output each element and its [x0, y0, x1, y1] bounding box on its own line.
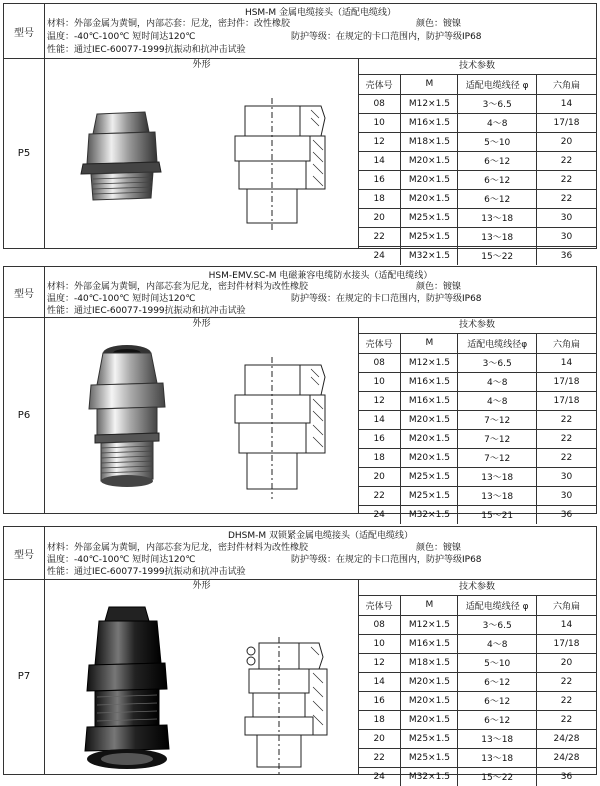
table-cell: M20×1.5 [401, 170, 458, 189]
table-cell: 17/18 [536, 113, 596, 132]
table-cell: M12×1.5 [401, 94, 458, 113]
table-cell: 22 [536, 672, 596, 691]
table-cell: 6～12 [458, 672, 537, 691]
table-cell: M25×1.5 [401, 729, 458, 748]
product-block-p6 [3, 266, 597, 522]
product-header [4, 527, 596, 580]
protection-text: 防护等级：在规定的卡口范围内，防护等级IP68 [291, 294, 482, 304]
tech-params [358, 58, 596, 263]
tech-params [358, 317, 596, 522]
table-cell: 4～8 [458, 634, 537, 653]
col-cable-diameter: 适配电缆线径 φ [458, 75, 537, 94]
product-body [4, 58, 596, 263]
col-thread: M [401, 596, 458, 615]
material-text: 材料：外部金属为黄铜，内部芯套为尼龙，密封件材料为改性橡胶 [47, 543, 309, 553]
table-cell: 20 [358, 467, 401, 486]
table-cell: 4～8 [458, 372, 537, 391]
table-cell: M25×1.5 [401, 227, 458, 246]
table-cell: 24 [358, 505, 401, 524]
table-cell: M25×1.5 [401, 748, 458, 767]
table-cell: 16 [358, 429, 401, 448]
table-cell: 20 [358, 208, 401, 227]
table-cell: 12 [358, 391, 401, 410]
protection-text: 防护等级：在规定的卡口范围内，防护等级IP68 [291, 32, 482, 42]
shape-label: 外形 [192, 319, 211, 329]
shape-area [45, 58, 359, 248]
temperature-text: 温度：-40℃-100℃ 短时间达120℃ [47, 294, 196, 304]
table-cell: 3～6.5 [458, 353, 537, 372]
col-thread: M [401, 75, 458, 94]
model-label: 型号 [4, 4, 45, 58]
table-cell: 20 [536, 653, 596, 672]
col-hex: 六角扁 [536, 334, 596, 353]
table-cell: 14 [358, 410, 401, 429]
table-cell: 10 [358, 113, 401, 132]
table-cell: M20×1.5 [401, 189, 458, 208]
material-text: 材料：外部金属为黄铜，内部芯套为尼龙，密封件材料为改性橡胶 [47, 282, 309, 292]
table-cell: 4～8 [458, 391, 537, 410]
table-cell: 13～18 [458, 486, 537, 505]
table-cell: M25×1.5 [401, 486, 458, 505]
col-cable-diameter: 适配电缆线径φ [458, 334, 537, 353]
table-cell: M32×1.5 [401, 767, 458, 786]
table-cell: 08 [358, 353, 401, 372]
table-cell: 18 [358, 448, 401, 467]
table-cell: 30 [536, 486, 596, 505]
tech-params-title: 技术参数 [358, 579, 596, 596]
table-cell: 22 [536, 410, 596, 429]
table-cell: 6～12 [458, 691, 537, 710]
temperature-text: 温度：-40℃-100℃ 短时间达120℃ [47, 32, 196, 42]
table-cell: M20×1.5 [401, 151, 458, 170]
table-cell: 15～22 [458, 246, 537, 265]
table-cell: M20×1.5 [401, 710, 458, 729]
table-cell: 7～12 [458, 448, 537, 467]
shape-area [45, 317, 359, 513]
table-cell: 16 [358, 691, 401, 710]
table-cell: 22 [358, 748, 401, 767]
product-block-p5 [3, 3, 597, 263]
table-cell: M18×1.5 [401, 132, 458, 151]
table-cell: 24 [358, 767, 401, 786]
color-text: 颜色：镀镍 [416, 19, 462, 29]
tech-params-title: 技术参数 [358, 317, 596, 334]
shape-label: 外形 [192, 60, 211, 70]
table-cell: 3～6.5 [458, 94, 537, 113]
cable-gland-photo [75, 601, 180, 776]
table-cell: 10 [358, 372, 401, 391]
table-cell: 4～8 [458, 113, 537, 132]
table-cell: 6～12 [458, 710, 537, 729]
model-code: P5 [4, 58, 45, 248]
table-cell: 36 [536, 246, 596, 265]
table-cell: 13～18 [458, 467, 537, 486]
table-cell: 20 [358, 729, 401, 748]
tech-params-title: 技术参数 [358, 58, 596, 75]
table-cell: 14 [536, 353, 596, 372]
table-cell: 14 [358, 672, 401, 691]
product-header [4, 267, 596, 318]
table-cell: 16 [358, 170, 401, 189]
model-label: 型号 [4, 267, 45, 317]
table-cell: 14 [536, 615, 596, 634]
table-cell: 22 [536, 170, 596, 189]
table-cell: M20×1.5 [401, 429, 458, 448]
table-cell: 7～12 [458, 410, 537, 429]
table-cell: M20×1.5 [401, 448, 458, 467]
model-code: P7 [4, 579, 45, 774]
table-cell: M25×1.5 [401, 467, 458, 486]
table-cell: M20×1.5 [401, 672, 458, 691]
temperature-text: 温度：-40℃-100℃ 短时间达120℃ [47, 555, 196, 565]
params-table [358, 596, 596, 786]
table-cell: 17/18 [536, 391, 596, 410]
table-cell: M16×1.5 [401, 372, 458, 391]
product-body [4, 579, 596, 784]
table-cell: 30 [536, 208, 596, 227]
table-cell: 6～12 [458, 189, 537, 208]
color-text: 颜色：镀镍 [416, 282, 462, 292]
performance-text: 性能：通过IEC-60077-1999抗振动和抗冲击试验 [47, 567, 246, 577]
tech-params [358, 579, 596, 784]
table-cell: 22 [536, 448, 596, 467]
table-cell: M18×1.5 [401, 653, 458, 672]
performance-text: 性能：通过IEC-60077-1999抗振动和抗冲击试验 [47, 306, 246, 316]
table-cell: 36 [536, 505, 596, 524]
table-cell: M16×1.5 [401, 391, 458, 410]
cable-gland-photo [75, 337, 175, 497]
table-cell: 13～18 [458, 227, 537, 246]
table-cell: 22 [536, 189, 596, 208]
product-body [4, 317, 596, 522]
product-title: DHSM-M 双锁紧金属电缆接头（适配电缆线） [227, 531, 414, 541]
table-cell: 20 [536, 132, 596, 151]
table-cell: 24/28 [536, 748, 596, 767]
table-cell: 24/28 [536, 729, 596, 748]
table-cell: 08 [358, 615, 401, 634]
table-cell: M20×1.5 [401, 691, 458, 710]
col-housing: 壳体号 [358, 75, 401, 94]
product-title: HSM-EMV.SC-M 电磁兼容电缆防水接头（适配电缆线） [208, 271, 433, 281]
shape-area [45, 579, 359, 774]
col-housing: 壳体号 [358, 334, 401, 353]
table-cell: M12×1.5 [401, 353, 458, 372]
product-header [4, 4, 596, 59]
table-cell: 5～10 [458, 653, 537, 672]
table-cell: 6～12 [458, 151, 537, 170]
table-cell: 12 [358, 653, 401, 672]
table-cell: 22 [536, 710, 596, 729]
params-table [358, 75, 596, 265]
table-cell: 7～12 [458, 429, 537, 448]
table-cell: 10 [358, 634, 401, 653]
params-table [358, 334, 596, 524]
table-cell: 12 [358, 132, 401, 151]
performance-text: 性能：通过IEC-60077-1999抗振动和抗冲击试验 [47, 45, 246, 55]
table-cell: 17/18 [536, 634, 596, 653]
table-cell: 13～18 [458, 748, 537, 767]
table-cell: 18 [358, 189, 401, 208]
table-cell: 36 [536, 767, 596, 786]
cable-gland-photo [75, 106, 175, 206]
protection-text: 防护等级：在规定的卡口范围内，防护等级IP68 [291, 555, 482, 565]
table-cell: 08 [358, 94, 401, 113]
table-cell: 22 [358, 486, 401, 505]
shape-label: 外形 [192, 581, 211, 591]
table-cell: M16×1.5 [401, 113, 458, 132]
table-cell: M12×1.5 [401, 615, 458, 634]
model-code: P6 [4, 317, 45, 513]
table-cell: 6～12 [458, 170, 537, 189]
table-cell: 14 [536, 94, 596, 113]
col-housing: 壳体号 [358, 596, 401, 615]
table-cell: M32×1.5 [401, 505, 458, 524]
cross-section-drawing [235, 637, 350, 777]
table-cell: 5～10 [458, 132, 537, 151]
table-cell: 18 [358, 710, 401, 729]
model-label: 型号 [4, 527, 45, 579]
table-cell: 30 [536, 227, 596, 246]
cross-section-drawing [225, 78, 355, 243]
col-hex: 六角扁 [536, 596, 596, 615]
product-block-p7 [3, 526, 597, 784]
product-title: HSM-M 金属电缆接头（适配电缆线） [244, 8, 397, 18]
table-cell: 15～21 [458, 505, 537, 524]
table-cell: M32×1.5 [401, 246, 458, 265]
table-cell: 22 [536, 151, 596, 170]
material-text: 材料：外部金属为黄铜，内部芯套：尼龙，密封件：改性橡胶 [47, 19, 291, 29]
table-cell: M20×1.5 [401, 410, 458, 429]
cross-section-drawing [225, 343, 355, 508]
table-cell: 3～6.5 [458, 615, 537, 634]
table-cell: 24 [358, 246, 401, 265]
table-cell: 30 [536, 467, 596, 486]
color-text: 颜色：镀镍 [416, 543, 462, 553]
table-cell: 14 [358, 151, 401, 170]
col-hex: 六角扁 [536, 75, 596, 94]
table-cell: M25×1.5 [401, 208, 458, 227]
table-cell: 15～22 [458, 767, 537, 786]
table-cell: 13～18 [458, 208, 537, 227]
table-cell: M16×1.5 [401, 634, 458, 653]
col-cable-diameter: 适配电缆线径 φ [458, 596, 537, 615]
table-cell: 13～18 [458, 729, 537, 748]
table-cell: 22 [536, 429, 596, 448]
col-thread: M [401, 334, 458, 353]
table-cell: 22 [358, 227, 401, 246]
table-cell: 22 [536, 691, 596, 710]
table-cell: 17/18 [536, 372, 596, 391]
